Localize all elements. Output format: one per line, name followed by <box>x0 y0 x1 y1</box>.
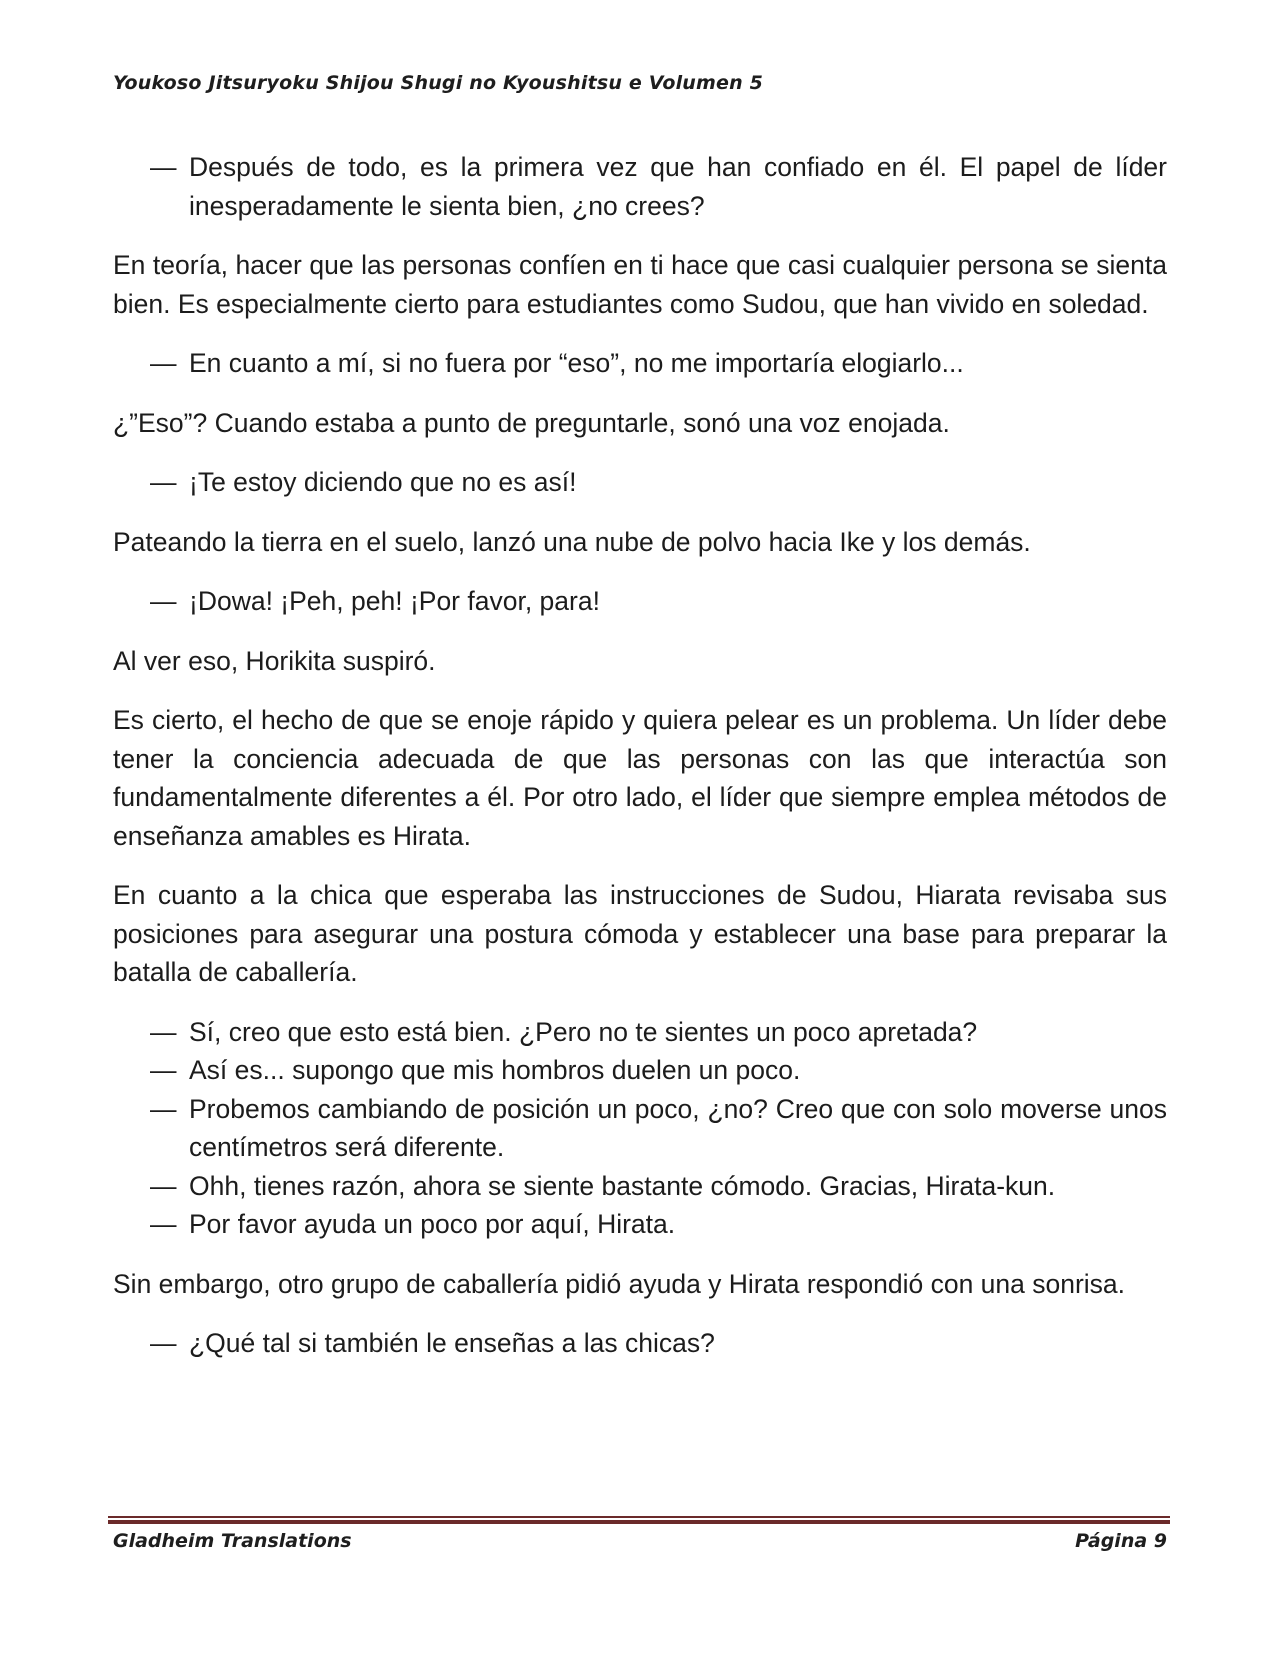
dialogue-dash: — <box>150 1209 177 1239</box>
dialogue-text: ¿Qué tal si también le enseñas a las chicas? <box>189 1328 715 1358</box>
dialogue-dash: — <box>150 348 177 378</box>
footer-page-number: Página 9 <box>1075 1530 1167 1552</box>
dialogue-text: Probemos cambiando de posición un poco, ¿no? Creo que con solo moverse unos centímetros será diferente. <box>189 1093 1167 1162</box>
dialogue-text: Sí, creo que esto está bien. ¿Pero no te sientes un poco apretada? <box>189 1016 978 1047</box>
dialogue-line <box>113 344 1167 383</box>
footer-rule-thick-line <box>108 1520 1170 1524</box>
dialogue-line <box>113 1090 1167 1167</box>
dialogue-line <box>113 1167 1167 1206</box>
dialogue-text: Ohh, tienes razón, ahora se siente bastante cómodo. Gracias, Hirata-kun. <box>189 1170 1056 1201</box>
dialogue-text: En cuanto a mí, si no fuera por “eso”, no me importaría elogiarlo... <box>189 348 964 378</box>
dialogue-line <box>113 1051 1167 1090</box>
paragraph: Pateando la tierra en el suelo, lanzó una nube de polvo hacia Ike y los demás. <box>113 526 1031 557</box>
dialogue-dash: — <box>150 586 177 616</box>
dialogue-text: Después de todo, es la primera vez que han confiado en él. El papel de líder inesperadamente le sienta bien, ¿no crees? <box>189 152 1167 221</box>
dialogue-text: Así es... supongo que mis hombros duelen un poco. <box>189 1055 801 1085</box>
paragraph: Al ver eso, Horikita suspiró. <box>113 645 436 676</box>
paragraph: En cuanto a la chica que esperaba las instrucciones de Sudou, Hiarata revisaba sus posiciones para asegurar una postura cómoda y establecer una base para preparar la batalla de caballería. <box>113 880 1167 987</box>
paragraph: ¿”Eso”? Cuando estaba a punto de preguntarle, sonó una voz enojada. <box>113 407 950 438</box>
dialogue-dash: — <box>150 1328 177 1358</box>
dialogue-line <box>113 582 1167 621</box>
footer-translator: Gladheim Translations <box>113 1530 352 1552</box>
dialogue-dash: — <box>150 152 177 182</box>
paragraph: Es cierto, el hecho de que se enoje rápido y quiera pelear es un problema. Un líder debe tener la conciencia adecuada de que las personas con las que interactúa son fundamentalmente diferentes a él. Por otro lado, el líder que siempre emplea métodos de enseñanza amables es Hirata. <box>113 705 1167 851</box>
dialogue-text: Por favor ayuda un poco por aquí, Hirata. <box>189 1209 676 1239</box>
dialogue-line <box>113 148 1167 225</box>
paragraph: En teoría, hacer que las personas confíen en ti hace que casi cualquier persona se sienta bien. Es especialmente cierto para estudiantes como Sudou, que han vivido en soledad. <box>113 250 1167 319</box>
dialogue-line <box>113 1324 1167 1363</box>
dialogue-dash: — <box>150 1170 177 1201</box>
paragraph: Sin embargo, otro grupo de caballería pidió ayuda y Hirata respondió con una sonrisa. <box>113 1268 1126 1299</box>
dialogue-dash: — <box>150 1093 177 1124</box>
footer-rule <box>108 1516 1170 1524</box>
dialogue-line <box>113 463 1167 502</box>
dialogue-line <box>113 1013 1167 1052</box>
dialogue-text: ¡Te estoy diciendo que no es así! <box>189 467 577 497</box>
dialogue-dash: — <box>150 467 177 497</box>
dialogue-text: ¡Dowa! ¡Peh, peh! ¡Por favor, para! <box>189 586 600 616</box>
dialogue-dash: — <box>150 1055 177 1085</box>
body-text <box>113 148 1167 1384</box>
dialogue-dash: — <box>150 1016 177 1047</box>
dialogue-line <box>113 1205 1167 1244</box>
running-header: Youkoso Jitsuryoku Shijou Shugi no Kyoushitsu e Volumen 5 <box>113 72 764 94</box>
